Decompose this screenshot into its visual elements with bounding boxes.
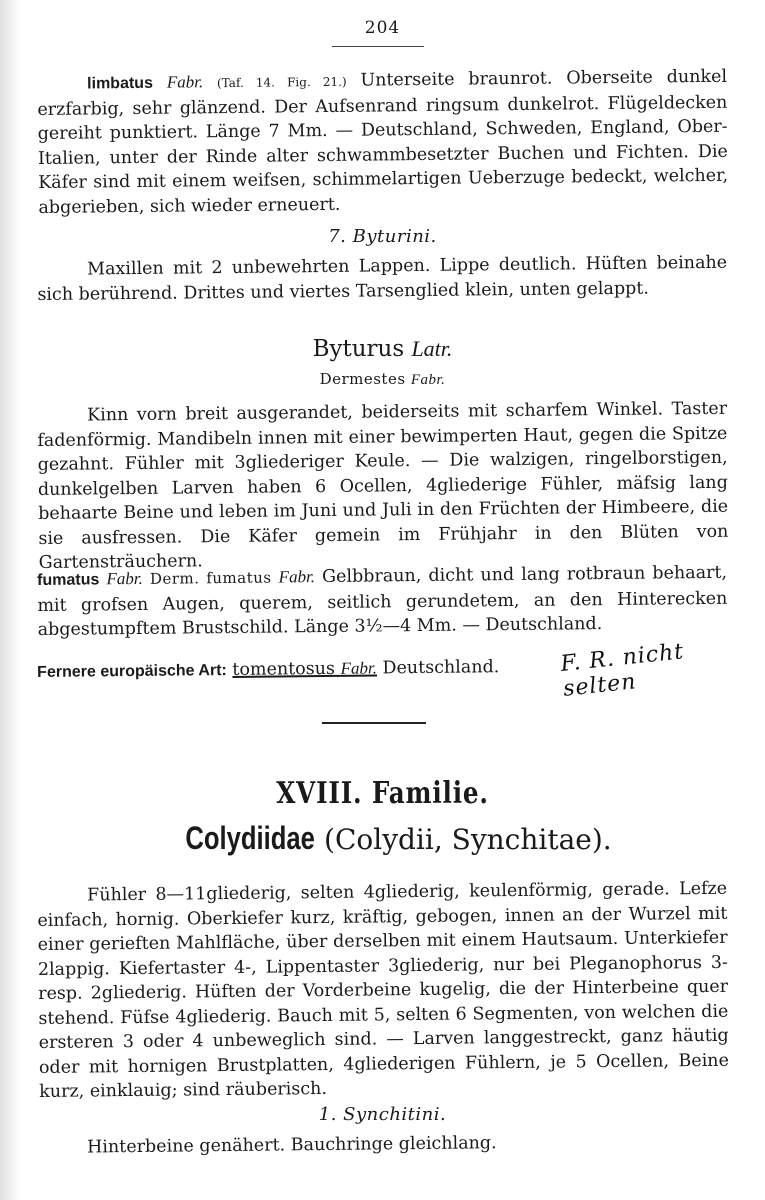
tribe-text: Hinterbeine genähert. Bauchringe gleichlang. — [87, 1133, 497, 1158]
header-rule — [332, 46, 424, 47]
species-entry-limbatus — [37, 65, 729, 220]
further-species-line — [37, 654, 567, 685]
tribe-heading-synchitini: 1. Synchitini. — [318, 1104, 447, 1125]
section-divider — [322, 722, 426, 724]
family-heading: XVIII. Familie. — [276, 776, 489, 811]
page-number: 204 — [364, 18, 401, 38]
synonym-author: Fabr. — [410, 372, 446, 388]
genus-heading — [0, 336, 765, 362]
species-name: limbatus — [87, 74, 154, 93]
tribe-description-byturini — [37, 251, 727, 307]
further-species-place: Deutschland. — [382, 657, 500, 679]
further-species-label: Fernere europäische Art: — [37, 662, 227, 681]
genus-synonym — [0, 370, 765, 389]
plate-reference: (Taf. 14. Fig. 21.) — [216, 74, 347, 91]
genus-text: Kinn vorn breit ausgerandet, beiderseits mit scharfem Winkel. Taster fadenförmig. Mandibeln innen mit einer bewimperten Haut, gegen die Spitze gezahnt. Fühler mit 3gliederiger Keule. — Die walzigen, ringelborstigen, dunkelgelben Larven haben 6 Ocellen, 4gliederige Fühler, mäfsig lang behaarte Beine und leben im Juni und Juli in den Früchten der Himbeere, die sie ausfressen. Die Käfer gemein im Frühjahr in den Blüten von Gartensträuchern. — [37, 398, 729, 573]
genus-author: Latr. — [411, 336, 453, 361]
genus-description — [37, 397, 729, 576]
synonym-name: Dermestes — [319, 370, 406, 388]
species-synonym-author: Fabr. — [278, 567, 316, 587]
species-synonym: Derm. fumatus — [149, 568, 272, 588]
underlined-species — [232, 658, 377, 680]
species-entry-fumatus — [37, 561, 728, 643]
further-species-name: tomentosus — [232, 658, 336, 680]
species-name: fumatus — [37, 571, 100, 589]
species-description: Unterseite braunrot. Oberseite dunkel erzfarbig, sehr glänzend. Der Aufsenrand ringsum dunkelrot. Flügeldecken gereiht punktiert. Länge 7 Mm. — Deutschland, Schweden, England, Ober-Italien, unter der Rinde alter schwammbesetzter Buchen und Fichten. Die Käfer sind mit einem weifsen, schimmelartigen Ueberzuge bedeckt, welcher, abgerieben, sich wieder erneuert. — [37, 66, 729, 218]
species-author: Fabr. — [166, 72, 204, 92]
family-description — [37, 877, 729, 1105]
family-name: Colydiidae — [185, 820, 316, 856]
genus-name: Byturus — [312, 336, 405, 362]
species-author: Fabr. — [106, 568, 143, 589]
handwritten-annotation: F. R. nicht selten — [559, 639, 686, 702]
family-name-line — [0, 820, 765, 857]
scan-edge-shadow — [0, 0, 20, 1200]
tribe-heading-byturini: 7. Byturini. — [328, 226, 437, 247]
species-description: Gelbbraun, dicht und lang rotbraun behaart, mit grofsen Augen, querem, seitlich gerundetem, an den Hinterecken abgestumpftem Brustschild. Länge 3½—4 Mm. — Deutschland. — [37, 562, 728, 640]
family-synonyms: (Colydii, Synchitae). — [324, 823, 612, 856]
family-text: Fühler 8—11gliederig, selten 4gliederig, keulenförmig, gerade. Lefze einfach, hornig. Oberkiefer kurz, kräftig, gebogen, innen an der Wurzel mit einer gerieften Mahlfläche, über derselben mit einem Hautsaum. Unterkiefer 2lappig. Kiefertaster 4-, Lippentaster 3gliederig, nur bei Pleganophorus 3- resp. 2gliederig. Hüften der Vorderbeine kugelig, die der Hinterbeine quer stehend. Füfse 4gliederig. Bauch mit 5, selten 6 Segmenten, von welchen die ersteren 3 oder 4 unbeweglich sind. — Larven langgestreckt, ganz häutig oder mit hornigen Brustplatten, 4gliederigen Fühlern, je 5 Ocellen, Beine kurz, einklauig; sind räuberisch. — [37, 878, 729, 1102]
tribe-text: Maxillen mit 2 unbewehrten Lappen. Lippe deutlich. Hüften beinahe sich berührend. Drittes und viertes Tarsenglied klein, unten gelappt. — [37, 252, 728, 305]
further-species-author: Fabr. — [340, 658, 378, 678]
tribe-description-synchitini — [37, 1129, 727, 1161]
